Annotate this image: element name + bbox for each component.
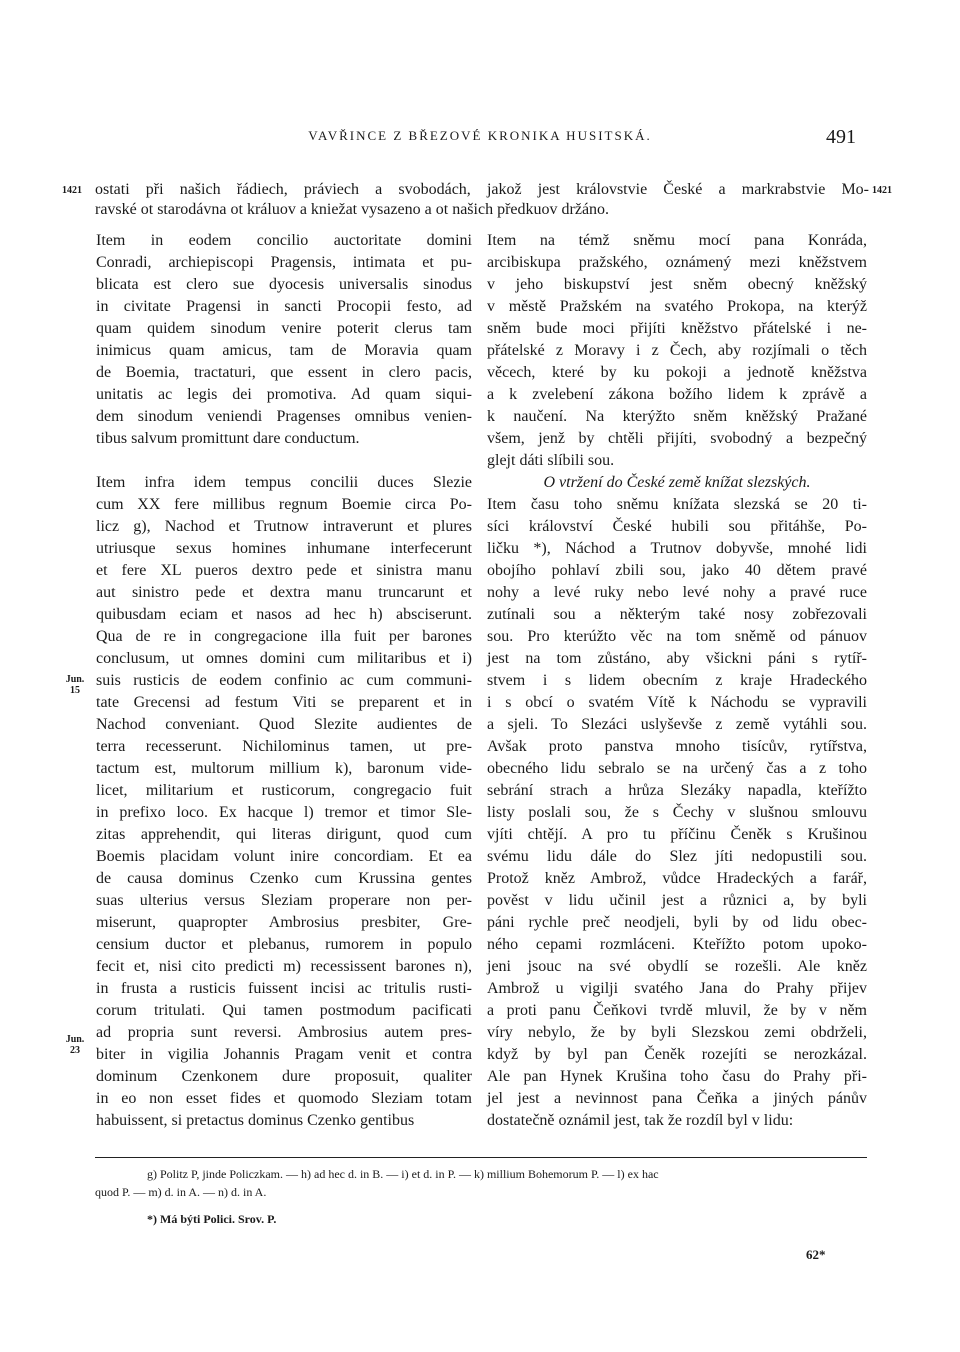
czech-line: a proti panu Čeňkovi tvrdě mluvil, že by v něm xyxy=(487,1002,867,1019)
czech-line: Item na témž sněmu mocí pana Konráda, xyxy=(487,232,867,249)
czech-line: Item času toho sněmu knížata slezská se 20 ti- xyxy=(487,496,867,513)
czech-line: Ambrož u vigilji svatého Jana do Prahy přijev xyxy=(487,980,867,997)
czech-line: přátelské z Moravy i z Čech, aby rozjímali o těch xyxy=(487,342,867,359)
czech-line: k naučení. Na kterýžto sněm kněžský Pražané xyxy=(487,408,867,425)
intro-line: ravské ot starodávna ot králuov a kniežat vysazeno a ot našich předkuov držáno. xyxy=(95,201,610,218)
latin-line: in eo non esset fides et quomodo Sleziam totam xyxy=(96,1090,472,1107)
czech-line: všem, jenž by chtěli přijíti, svobodný a bezpečný xyxy=(487,430,867,447)
year-left: 1421 xyxy=(62,185,82,196)
czech-line: sou. Pro kterúžto věc na tom sněmě od pánuov xyxy=(487,628,867,645)
footnote-line: g) Politz P, jinde Policzkam. — h) ad hec d. in B. — i) et d. in P. — k) millium Bohemorum P. — l) ex hac xyxy=(147,1167,659,1181)
czech-line: v jeho biskupství jest sněm obecný kněžský xyxy=(487,276,867,293)
czech-line: zutínali sou a některým také nosy zobřezovali xyxy=(487,606,867,623)
latin-line: utriusque sexus homines inhumane interfecerunt xyxy=(96,540,472,557)
latin-line: corum tritulati. Qui tamen postmodum pacificati xyxy=(96,1002,472,1019)
latin-line: licet, militarium et rusticorum, congregacio fuit xyxy=(96,782,472,799)
czech-line: Avšak proto panstva mnoho tisícův, rytířstva, xyxy=(487,738,867,755)
latin-line: suis rusticis de eodem confinio ac cum communi- xyxy=(96,672,472,689)
latin-line: Boemis placidam volunt inire concordiam. Et ea xyxy=(96,848,472,865)
running-header xyxy=(0,128,960,148)
footnote-line: quod P. — m) d. in A. — n) d. in A. xyxy=(95,1185,267,1199)
latin-line: censium ductor et plebanus, rumorem in populo xyxy=(96,936,472,953)
footnotes xyxy=(95,1165,869,1201)
latin-line: inimicus quam amicus, tam de Moravia quam xyxy=(96,342,472,359)
czech-line: Ale pan Hynek Krušina toho času do Prahy při- xyxy=(487,1068,867,1085)
latin-line: quam quidem sinodum venire poterit clerus tam xyxy=(96,320,472,337)
footnote-rule xyxy=(95,1157,867,1158)
latin-line: Item in eodem concilio auctoritate domini xyxy=(96,232,472,249)
czech-line: glejt dáti slíbili sou. xyxy=(487,452,615,469)
latin-line: de causa dominus Czenko cum Krussina gentes xyxy=(96,870,472,887)
latin-line: miserunt, quapropter Ambrosius presbiter, Gre- xyxy=(96,914,472,931)
latin-line: Nachod conveniant. Quod Slezite audientes de xyxy=(96,716,472,733)
czech-line: sněm bude moci přijíti kněžstvo přátelské i ne- xyxy=(487,320,867,337)
latin-column xyxy=(96,230,472,1132)
latin-line: Qua de re in congregacione illa fuit per barones xyxy=(96,628,472,645)
latin-line: fecit et, nisi cito predicti m) recessissent barones n), xyxy=(96,958,472,975)
margin-day: 23 xyxy=(70,1045,80,1056)
margin-day: 15 xyxy=(70,685,80,696)
czech-line: Protož kněz Ambrož, vůdce Hradeckých a farář, xyxy=(487,870,867,887)
czech-line: když by byl pan Čeněk rozejíti se nerozkázal. xyxy=(487,1046,867,1063)
czech-line: páni rychle preč neodjeli, byli by od lidu obec- xyxy=(487,914,867,931)
latin-line: blicata est clero sue dyocesis universalis sinodus xyxy=(96,276,472,293)
czech-line: sebrání strach a hrůza Slezáky napadla, kteřížto xyxy=(487,782,867,799)
latin-line: aut sinistro pede et dextra manu truncarunt et xyxy=(96,584,472,601)
czech-line: síci království České hubili sou přitáhše, Po- xyxy=(487,518,867,535)
latin-line: cum XX fere millibus regnum Boemie circa Po- xyxy=(96,496,472,513)
czech-line: listy poslali sou, že s Čechy v slušnou smlouvu xyxy=(487,804,867,821)
czech-line: jel jest a nevinnost pana Čeňka a jiných pánův xyxy=(487,1090,867,1107)
signature-mark: 62* xyxy=(806,1247,826,1262)
latin-line: conclusum, ut omnes domini cum militaribus et i) xyxy=(96,650,472,667)
latin-line: de Boemia, tractaturi, que essent in clero pacis, xyxy=(96,364,472,381)
latin-line: ad propria sunt reversi. Ambrosius autem pres- xyxy=(96,1024,472,1041)
czech-column xyxy=(487,230,867,1132)
czech-line: pověst v lidu učinil jest a různici a, by byli xyxy=(487,892,867,909)
czech-line: obojího pohlaví zbili sou, jako 40 dětem pravé xyxy=(487,562,867,579)
latin-line: zitas apprehendit, qui literas dirigunt, quod cum xyxy=(96,826,472,843)
czech-line: ličku *), Náchod a Trutnov dobyvše, mnohé lidi xyxy=(487,540,867,557)
latin-line: tibus salvum promittunt dare conductum. xyxy=(96,430,360,447)
czech-line: v městě Pražském na svatého Prokopa, na kterýž xyxy=(487,298,867,315)
intro-line: ostati při našich řádiech, práviech a svobodách, jakož jest královstvie České a markrabstvie Mo- xyxy=(95,181,869,198)
margin-date-2 xyxy=(58,1034,92,1056)
czech-line: stvem i s lidem obecním z kraje Hradeckého xyxy=(487,672,867,689)
latin-line: in civitate Pragensi in sancti Procopii festo, ad xyxy=(96,298,472,315)
czech-line: O vtržení do České země knížat slezských. xyxy=(543,474,811,491)
margin-date-1 xyxy=(58,674,92,696)
latin-line: quibusdam eciam et nasos ad hec h) absciserunt. xyxy=(96,606,472,623)
czech-line: a k zvelebení zákona božího lidem k zprávě a xyxy=(487,386,867,403)
czech-line: nohy a levé ruky nebo levé nohy a pravé ruce xyxy=(487,584,867,601)
intro-paragraph xyxy=(95,180,869,220)
czech-line: věcech, které by ku pokoji a jednotě kněžstva xyxy=(487,364,867,381)
czech-line: víry nebylo, že by byli Slezskou zemi obdrželi, xyxy=(487,1024,867,1041)
latin-line: dem sinodum veniendi Pragenses omnibus venien- xyxy=(96,408,472,425)
latin-line: habuissent, si pretactus dominus Czenko gentibus xyxy=(96,1112,415,1129)
latin-line: tactum est, multorum millium k), baronum vide- xyxy=(96,760,472,777)
latin-line: Item infra idem tempus concilii duces Slezie xyxy=(96,474,472,491)
running-title: VAVŘINCE Z BŘEZOVÉ KRONIKA HUSITSKÁ. xyxy=(308,128,652,143)
latin-line: et fere XL pueros dextro pede et sinistra manu xyxy=(96,562,472,579)
latin-line: licz g), Nachod et Trutnow intraverunt et plures xyxy=(96,518,472,535)
translator-note: *) Má býti Polici. Srov. P. xyxy=(147,1212,277,1226)
latin-line: in frusta a rusticis fuissent incisi ac tritulis rusti- xyxy=(96,980,472,997)
latin-line xyxy=(96,450,472,472)
czech-line: arcibiskupa pražského, oznámený mezi kněžstvem xyxy=(487,254,867,271)
margin-month: Jun. xyxy=(65,674,85,685)
czech-line: ného cepami rozmláceni. Kteřížto potom upoko- xyxy=(487,936,867,953)
latin-line: suas ulterius versus Sleziam properare non per- xyxy=(96,892,472,909)
czech-line: a sjeli. To Slezáci uslyševše z země vytáhli sou. xyxy=(487,716,867,733)
latin-line: Conradi, archiepiscopi Pragensis, intimata et pu- xyxy=(96,254,472,271)
latin-line: dominum Czenkonem dure proposuit, qualiter xyxy=(96,1068,472,1085)
czech-line: jest na tom zůstáno, aby všickni páni s rytíř- xyxy=(487,650,867,667)
czech-line: svému lidu dále do Slez jíti nedopustili sou. xyxy=(487,848,867,865)
czech-line: i s obcí o svatém Vítě k Náchodu se vypravili xyxy=(487,694,867,711)
latin-line: terra recesserunt. Nichilominus tamen, ut pre- xyxy=(96,738,472,755)
year-right: 1421 xyxy=(872,185,892,196)
latin-line: unitatis ac legis dei promotiva. Ad quam siqui- xyxy=(96,386,472,403)
latin-line: in prefixo loco. Ex hacque l) tremor et timor Sle- xyxy=(96,804,472,821)
margin-month: Jun. xyxy=(65,1034,85,1045)
czech-line: dostatečně oznámil jest, tak že rozdíl byl v lidu: xyxy=(487,1112,794,1129)
czech-line: vjíti chtějí. A pro tu příčinu Čeněk s Krušinou xyxy=(487,826,867,843)
latin-line: biter in vigilia Johannis Pragam venit et contra xyxy=(96,1046,472,1063)
czech-line: obecného lidu sebralo se na určený čas a z toho xyxy=(487,760,867,777)
latin-line: tate Grecensi ad festum Viti se preparent et in xyxy=(96,694,472,711)
page-number: 491 xyxy=(826,126,856,148)
czech-line: jeni jsouc na své obydlí se rozešli. Ale kněz xyxy=(487,958,867,975)
